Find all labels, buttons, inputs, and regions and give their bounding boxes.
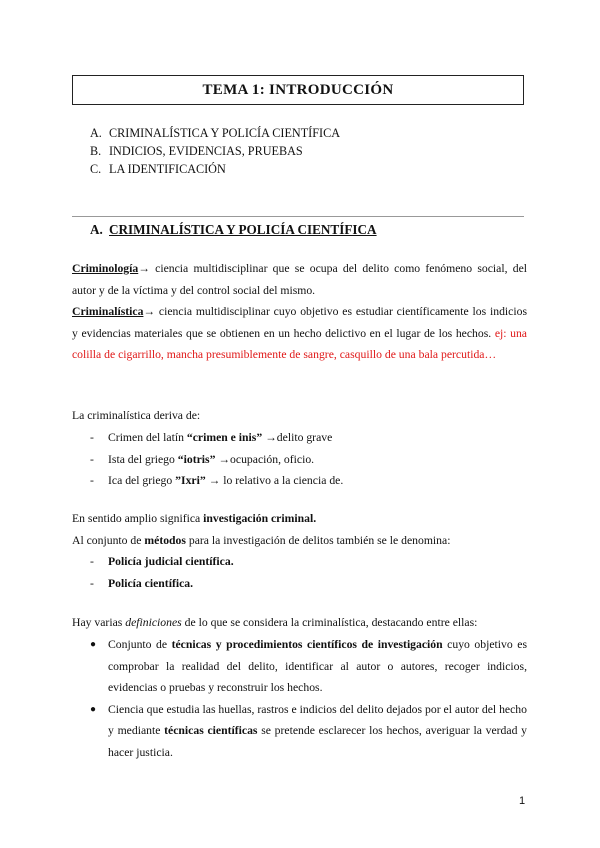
denominaciones-list	[90, 551, 234, 594]
list-item: - Policía judicial científica.	[90, 551, 234, 573]
horizontal-divider	[72, 216, 524, 217]
toc-letter: C.	[90, 162, 102, 176]
bullet-icon: ●	[90, 639, 97, 650]
list-item: - Crimen del latín “crimen e inis” →delito grave	[90, 431, 333, 444]
metodos-bold: métodos	[144, 533, 186, 547]
toc-text: LA IDENTIFICACIÓN	[109, 162, 226, 176]
item-text: Policía judicial científica.	[108, 555, 234, 568]
criminologia-text: → ciencia multidisciplinar que se ocupa del delito como fenómeno social, del autor y de la víctima y del control social del mismo.	[72, 262, 527, 297]
list-item: - Ica del griego ”Ixri” → lo relativo a la ciencia de.	[90, 474, 344, 487]
item-text: Ica del griego	[108, 474, 176, 487]
sentido-text: En sentido amplio significa	[72, 512, 204, 525]
section-letter: A.	[90, 222, 103, 237]
item-bold: “crimen e inis”	[186, 431, 263, 444]
criminologia-definition	[72, 258, 527, 301]
list-item: - Ista del griego “iotris” →ocupación, oficio.	[90, 452, 315, 466]
title-box	[72, 75, 524, 105]
example-text: ej: una colilla de cigarrillo, mancha presumiblemente de sangre, casquillo de una bala percutida…	[72, 326, 527, 361]
section-heading	[90, 222, 377, 238]
toc-letter: B.	[90, 144, 102, 158]
etymology-intro: La criminalística deriva de:	[72, 409, 201, 422]
etymology-list	[90, 427, 343, 492]
toc-item	[90, 124, 340, 142]
definiciones-list	[90, 634, 527, 763]
intro-text: de lo que se considera la criminalística, destacando entre ellas:	[181, 616, 478, 629]
item-text: Policía científica.	[108, 576, 194, 590]
intro-text: Hay varias	[72, 616, 126, 629]
metodos-line	[72, 530, 527, 552]
page-number: 1	[519, 795, 526, 807]
toc-text: CRIMINALÍSTICA Y POLICÍA CIENTÍFICA	[109, 126, 340, 140]
sentido-line	[72, 508, 527, 530]
metodos-text: para la investigación de delitos también se le denomina:	[185, 533, 451, 547]
sentido-bold: investigación criminal.	[203, 512, 317, 525]
list-item	[90, 634, 527, 699]
item-bold: ”Ixri”	[175, 474, 206, 487]
item-bold: técnicas y procedimientos científicos de investigación	[171, 638, 443, 651]
definitions-paragraph	[72, 258, 527, 366]
criminalistica-text: → ciencia multidisciplinar cuyo objetivo es estudiar científicamente los indicios y evidencias materiales que se obtienen en un hecho delictivo en el lugar de los hechos.	[72, 305, 527, 340]
toc-letter: A.	[90, 126, 102, 140]
item-text: Ista del griego	[108, 452, 178, 466]
item-text: Crimen del latín	[108, 431, 187, 444]
bullet-icon: ●	[90, 703, 97, 715]
item-text: → lo relativo a la ciencia de.	[205, 474, 344, 487]
toc-item	[90, 160, 340, 178]
page-title: TEMA 1: INTRODUCCIÓN	[202, 81, 394, 98]
item-text: cuyo objetivo es comprobar la realidad del delito, identificar al autor o autores, recoger indicios, evidencias o pruebas y reconstruir los hechos.	[108, 638, 527, 694]
sentido-paragraph	[72, 508, 527, 551]
definiciones-intro	[72, 612, 527, 634]
item-text: →ocupación, oficio.	[215, 452, 315, 466]
criminalistica-definition	[72, 301, 527, 366]
metodos-text: Al conjunto de	[72, 533, 145, 547]
item-text: Ciencia que estudia las huellas, rastros e indicios del delito dejados por el autor del hecho y mediante	[108, 702, 527, 737]
list-item: - Policía científica.	[90, 573, 234, 595]
item-text: se pretende esclarecer los hechos, averiguar la verdad y hacer justicia.	[108, 724, 527, 759]
intro-italic: definiciones	[125, 616, 182, 629]
item-text: Conjunto de	[108, 638, 172, 651]
criminologia-term: Criminología	[72, 262, 139, 275]
table-of-contents	[90, 124, 340, 178]
item-bold: “iotris”	[177, 452, 216, 466]
section-title: CRIMINALÍSTICA Y POLICÍA CIENTÍFICA	[109, 222, 377, 237]
item-bold: técnicas científicas	[164, 724, 258, 737]
item-text: →delito grave	[262, 431, 333, 444]
list-item	[90, 699, 527, 764]
toc-text: INDICIOS, EVIDENCIAS, PRUEBAS	[109, 144, 303, 158]
toc-item	[90, 142, 340, 160]
criminalistica-term: Criminalística	[72, 305, 144, 318]
